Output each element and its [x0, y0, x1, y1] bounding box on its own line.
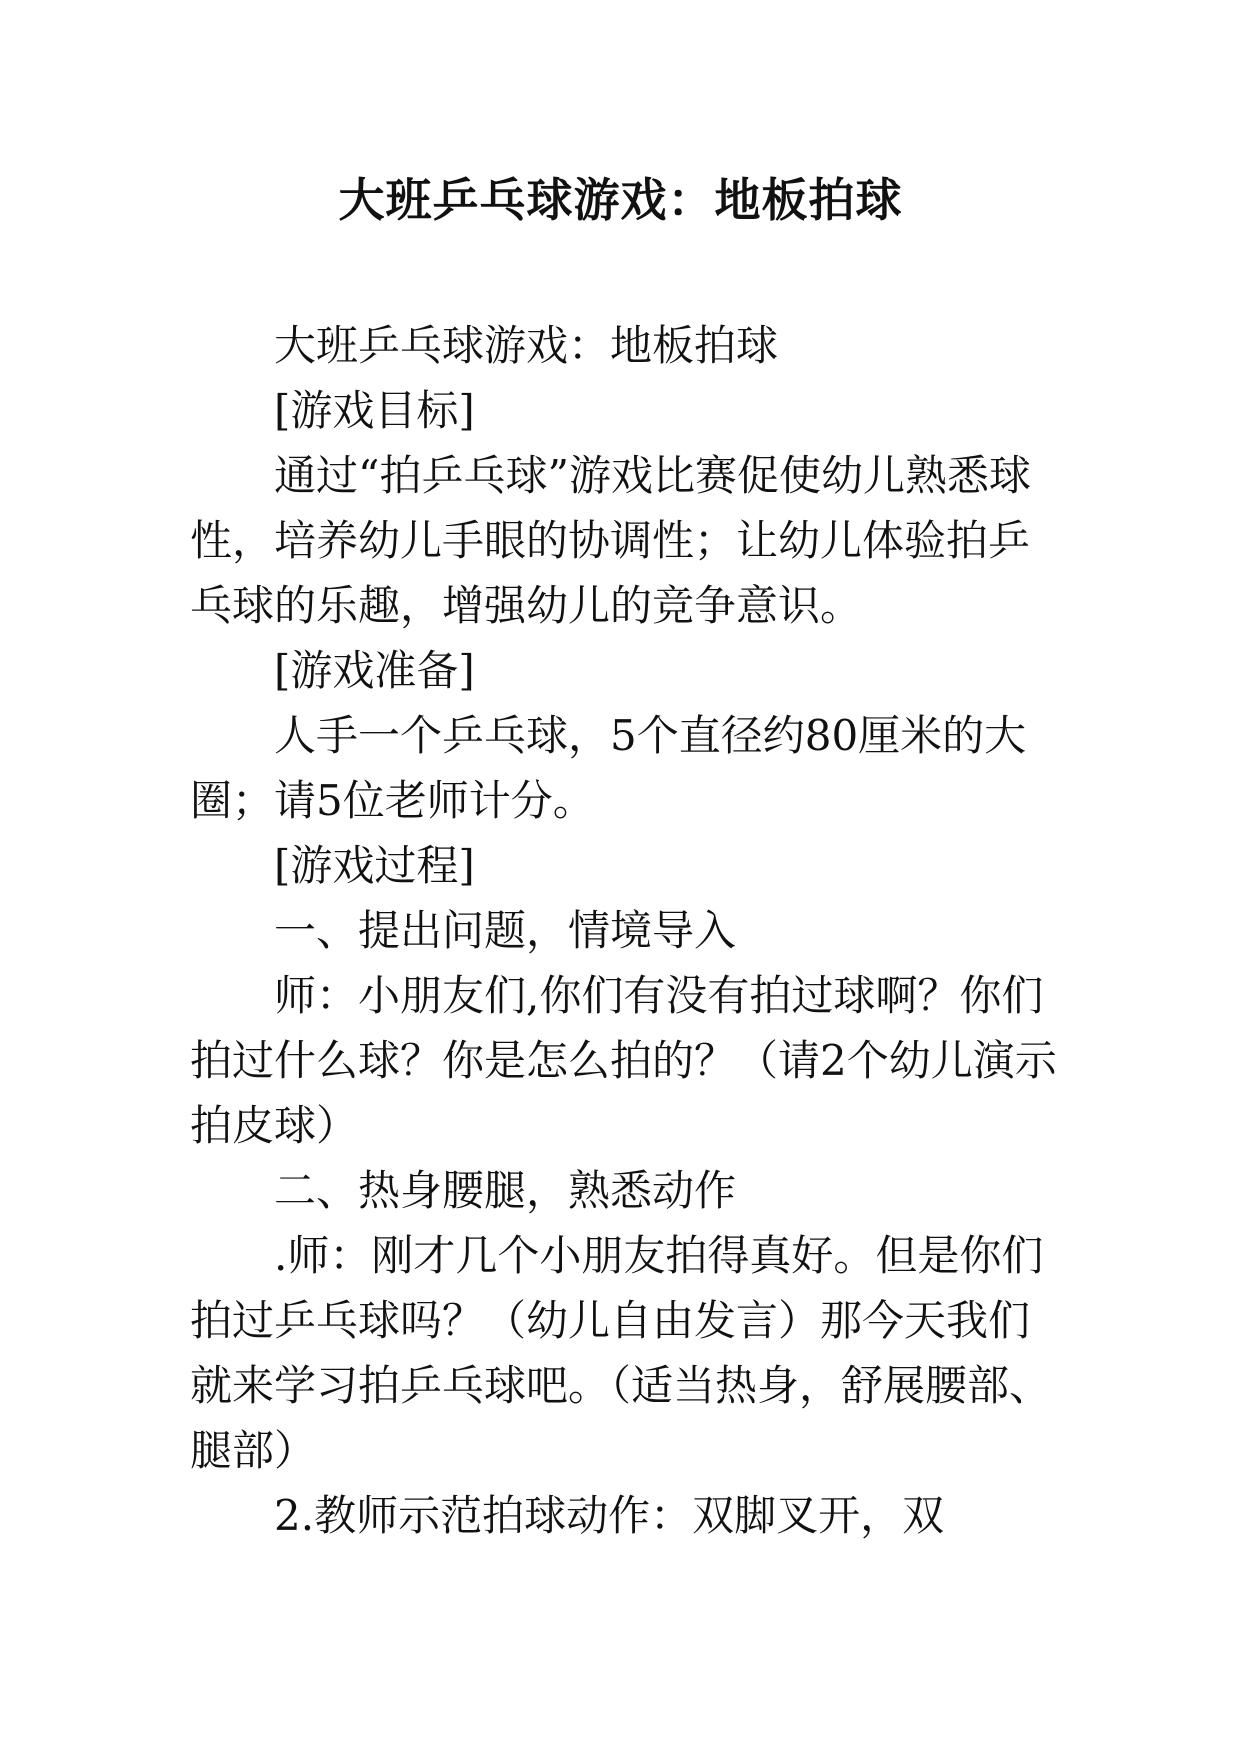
paragraph-demonstration: 2.教师示范拍球动作：双脚叉开，双 [274, 1491, 945, 1540]
document-title: 大班乒乓球游戏：地板拍球 [338, 173, 903, 227]
section-heading-process: [游戏过程] [274, 841, 475, 890]
section-heading-preparation: [游戏准备] [274, 646, 475, 695]
paragraph-teacher-question: 师：小朋友们,你们有没有拍过球啊？你们拍过什么球？你是怎么拍的？（请2个幼儿演示拍皮球） [190, 971, 1057, 1150]
paragraph-warmup: .师：刚才几个小朋友拍得真好。但是你们拍过乒乓球吗？（幼儿自由发言）那今天我们就来学习拍乒乓球吧。（适当热身，舒展腰部、腿部） [190, 1231, 1052, 1475]
paragraph-subtitle: 大班乒乓球游戏：地板拍球 [274, 321, 779, 370]
step-heading-1: 一、提出问题，情境导入 [274, 906, 737, 955]
document-body [190, 313, 1070, 1548]
step-heading-2: 二、热身腰腿，熟悉动作 [274, 1166, 737, 1215]
paragraph-goals: 通过“拍乒乓球”游戏比赛促使幼儿熟悉球性，培养幼儿手眼的协调性；让幼儿体验拍乒乓球的乐趣，增强幼儿的竞争意识。 [190, 451, 1031, 630]
section-heading-goals: [游戏目标] [274, 386, 475, 435]
paragraph-preparation: 人手一个乒乓球，5个直径约80厘米的大圈；请5位老师计分。 [190, 711, 1027, 825]
